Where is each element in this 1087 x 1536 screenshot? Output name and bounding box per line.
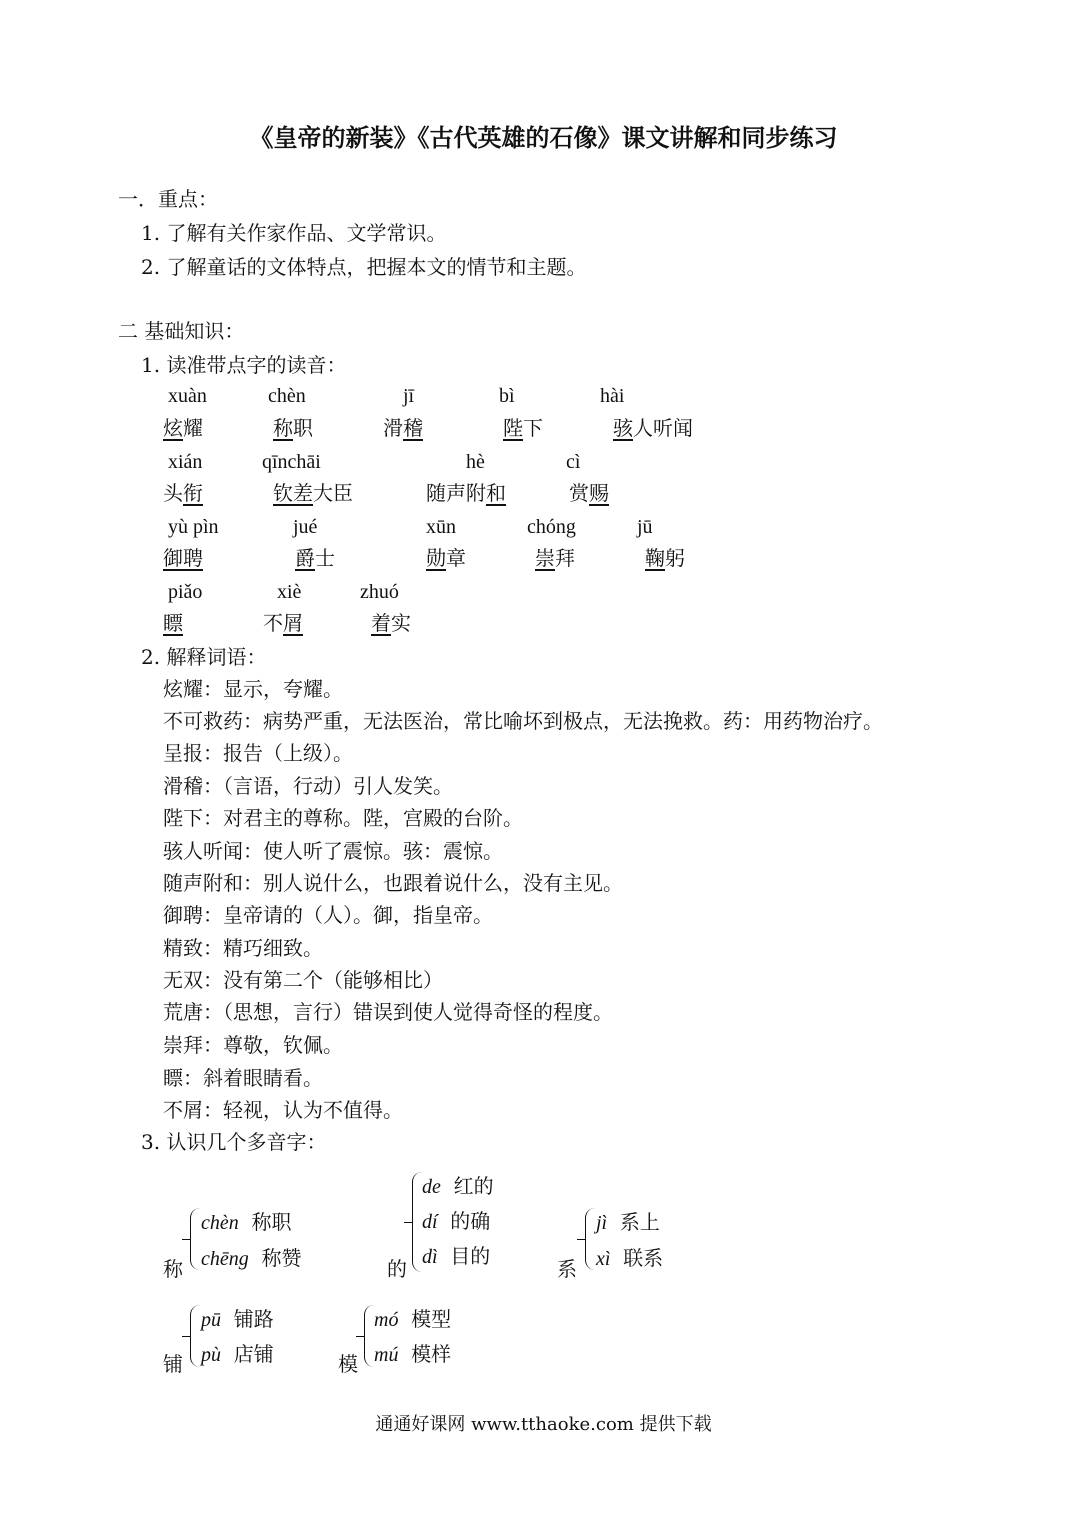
definition-line: 御聘：皇帝请的（人）。御，指皇帝。 xyxy=(163,903,493,927)
pinyin: cì xyxy=(566,451,581,473)
vocab-word: 称职 xyxy=(273,416,313,440)
definition-line: 无双：没有第二个（能够相比） xyxy=(163,968,443,992)
marked-char: 骇 xyxy=(613,416,633,440)
pinyin: xián xyxy=(168,451,203,473)
brace xyxy=(412,1172,422,1272)
pinyin: piǎo xyxy=(168,581,203,603)
pinyin: qīnchāi xyxy=(262,451,321,473)
brace xyxy=(364,1305,374,1367)
polyphone-char: 模 xyxy=(338,1352,358,1376)
marked-char: 御聘 xyxy=(163,546,203,570)
vocab-word: 滑稽 xyxy=(383,416,423,440)
pinyin: chèn xyxy=(268,385,306,407)
vocab-word: 赏赐 xyxy=(569,481,609,505)
vocab-word: 陛下 xyxy=(503,416,543,440)
pinyin: hè xyxy=(466,451,485,473)
marked-char: 钦差 xyxy=(273,481,313,505)
pinyin: bì xyxy=(499,385,515,407)
definitions-heading: 2. 解释词语： xyxy=(141,645,267,669)
vocab-word: 炫耀 xyxy=(163,416,203,440)
vocab-word: 鞠躬 xyxy=(645,546,685,570)
vocab-word: 崇拜 xyxy=(535,546,575,570)
definition-line: 呈报：报告（上级）。 xyxy=(163,741,353,765)
definition-line: 荒唐：（思想，言行）错误到使人觉得奇怪的程度。 xyxy=(163,1000,613,1024)
definition-line: 不屑：轻视，认为不值得。 xyxy=(163,1098,403,1122)
polyphone-entry: chèn 称职 xyxy=(201,1210,292,1234)
brace xyxy=(190,1305,200,1367)
polyphone-char: 铺 xyxy=(163,1352,183,1376)
marked-char: 稽 xyxy=(403,416,423,440)
polyphone-heading: 3. 认识几个多音字： xyxy=(141,1130,327,1154)
polyphone-entry: dí 的确 xyxy=(422,1209,491,1233)
vocab-word: 不屑 xyxy=(263,611,303,635)
definition-line: 随声附和：别人说什么，也跟着说什么，没有主见。 xyxy=(163,871,623,895)
pinyin: xūn xyxy=(426,516,456,538)
pinyin: xuàn xyxy=(168,385,207,407)
section1-item: 2. 了解童话的文体特点，把握本文的情节和主题。 xyxy=(141,255,587,279)
polyphone-entry: mú 模样 xyxy=(374,1342,452,1366)
page-title: 《皇帝的新装》《古代英雄的石像》课文讲解和同步练习 xyxy=(249,123,838,152)
polyphone-char: 系 xyxy=(557,1257,577,1281)
marked-char: 崇 xyxy=(535,546,555,570)
polyphone-entry: pū 铺路 xyxy=(201,1307,274,1331)
marked-char: 和 xyxy=(486,481,506,505)
section2-heading: 二 基础知识： xyxy=(118,319,245,343)
pinyin: hài xyxy=(600,385,625,407)
polyphone-entry: mó 模型 xyxy=(374,1307,452,1331)
vocab-word: 骇人听闻 xyxy=(613,416,693,440)
footer: 通通好课网 www.tthaoke.com 提供下载 xyxy=(375,1414,712,1435)
vocab-word xyxy=(163,546,203,570)
marked-char: 炫 xyxy=(163,416,183,440)
vocab-word: 着实 xyxy=(371,611,411,635)
definition-line: 骇人听闻：使人听了震惊。骇：震惊。 xyxy=(163,839,503,863)
brace xyxy=(190,1208,200,1270)
marked-char: 勋 xyxy=(426,546,446,570)
vocab-word: 钦差大臣 xyxy=(273,481,353,505)
vocab-word: 头衔 xyxy=(163,481,203,505)
definition-line: 滑稽：（言语，行动）引人发笑。 xyxy=(163,774,453,798)
marked-char: 陛 xyxy=(503,416,523,440)
marked-char: 着 xyxy=(371,611,391,635)
pinyin: jī xyxy=(403,385,415,407)
polyphone-char: 称 xyxy=(163,1257,183,1281)
definition-line: 瞟：斜着眼睛看。 xyxy=(163,1066,323,1090)
definition-line: 炫耀：显示，夸耀。 xyxy=(163,677,343,701)
polyphone-entry: chēng 称赞 xyxy=(201,1246,302,1270)
polyphone-entry: pù 店铺 xyxy=(201,1342,274,1366)
polyphone-entry: de 红的 xyxy=(422,1174,494,1198)
marked-char: 鞠 xyxy=(645,546,665,570)
pinyin: xiè xyxy=(277,581,302,603)
pinyin: yù pìn xyxy=(168,516,219,538)
polyphone-char: 的 xyxy=(387,1257,407,1281)
marked-char: 称 xyxy=(273,416,293,440)
pinyin: jū xyxy=(637,516,653,538)
vocab-word: 随声附和 xyxy=(426,481,506,505)
definition-line: 精致：精巧细致。 xyxy=(163,936,323,960)
marked-char: 赐 xyxy=(589,481,609,505)
marked-char: 屑 xyxy=(283,611,303,635)
section1-item: 1. 了解有关作家作品、文学常识。 xyxy=(141,221,447,245)
marked-char: 瞟 xyxy=(163,611,183,635)
pinyin: zhuó xyxy=(360,581,399,603)
marked-char: 爵 xyxy=(295,546,315,570)
definition-line: 陛下：对君主的尊称。陛，宫殿的台阶。 xyxy=(163,806,523,830)
vocab-word xyxy=(163,611,183,635)
pinyin: chóng xyxy=(527,516,576,538)
polyphone-entry: jì 系上 xyxy=(596,1210,660,1234)
polyphone-entry: xì 联系 xyxy=(596,1246,664,1270)
marked-char: 衔 xyxy=(183,481,203,505)
pronunciation-heading: 1. 读准带点字的读音： xyxy=(141,353,347,377)
vocab-word: 勋章 xyxy=(426,546,466,570)
pinyin: jué xyxy=(293,516,318,538)
definition-line: 不可救药：病势严重，无法医治，常比喻坏到极点，无法挽救。药：用药物治疗。 xyxy=(163,709,883,733)
brace xyxy=(585,1208,595,1270)
vocab-word: 爵士 xyxy=(295,546,335,570)
definition-line: 崇拜：尊敬，钦佩。 xyxy=(163,1033,343,1057)
section1-heading: 一．重点： xyxy=(118,187,218,211)
polyphone-entry: dì 目的 xyxy=(422,1244,491,1268)
